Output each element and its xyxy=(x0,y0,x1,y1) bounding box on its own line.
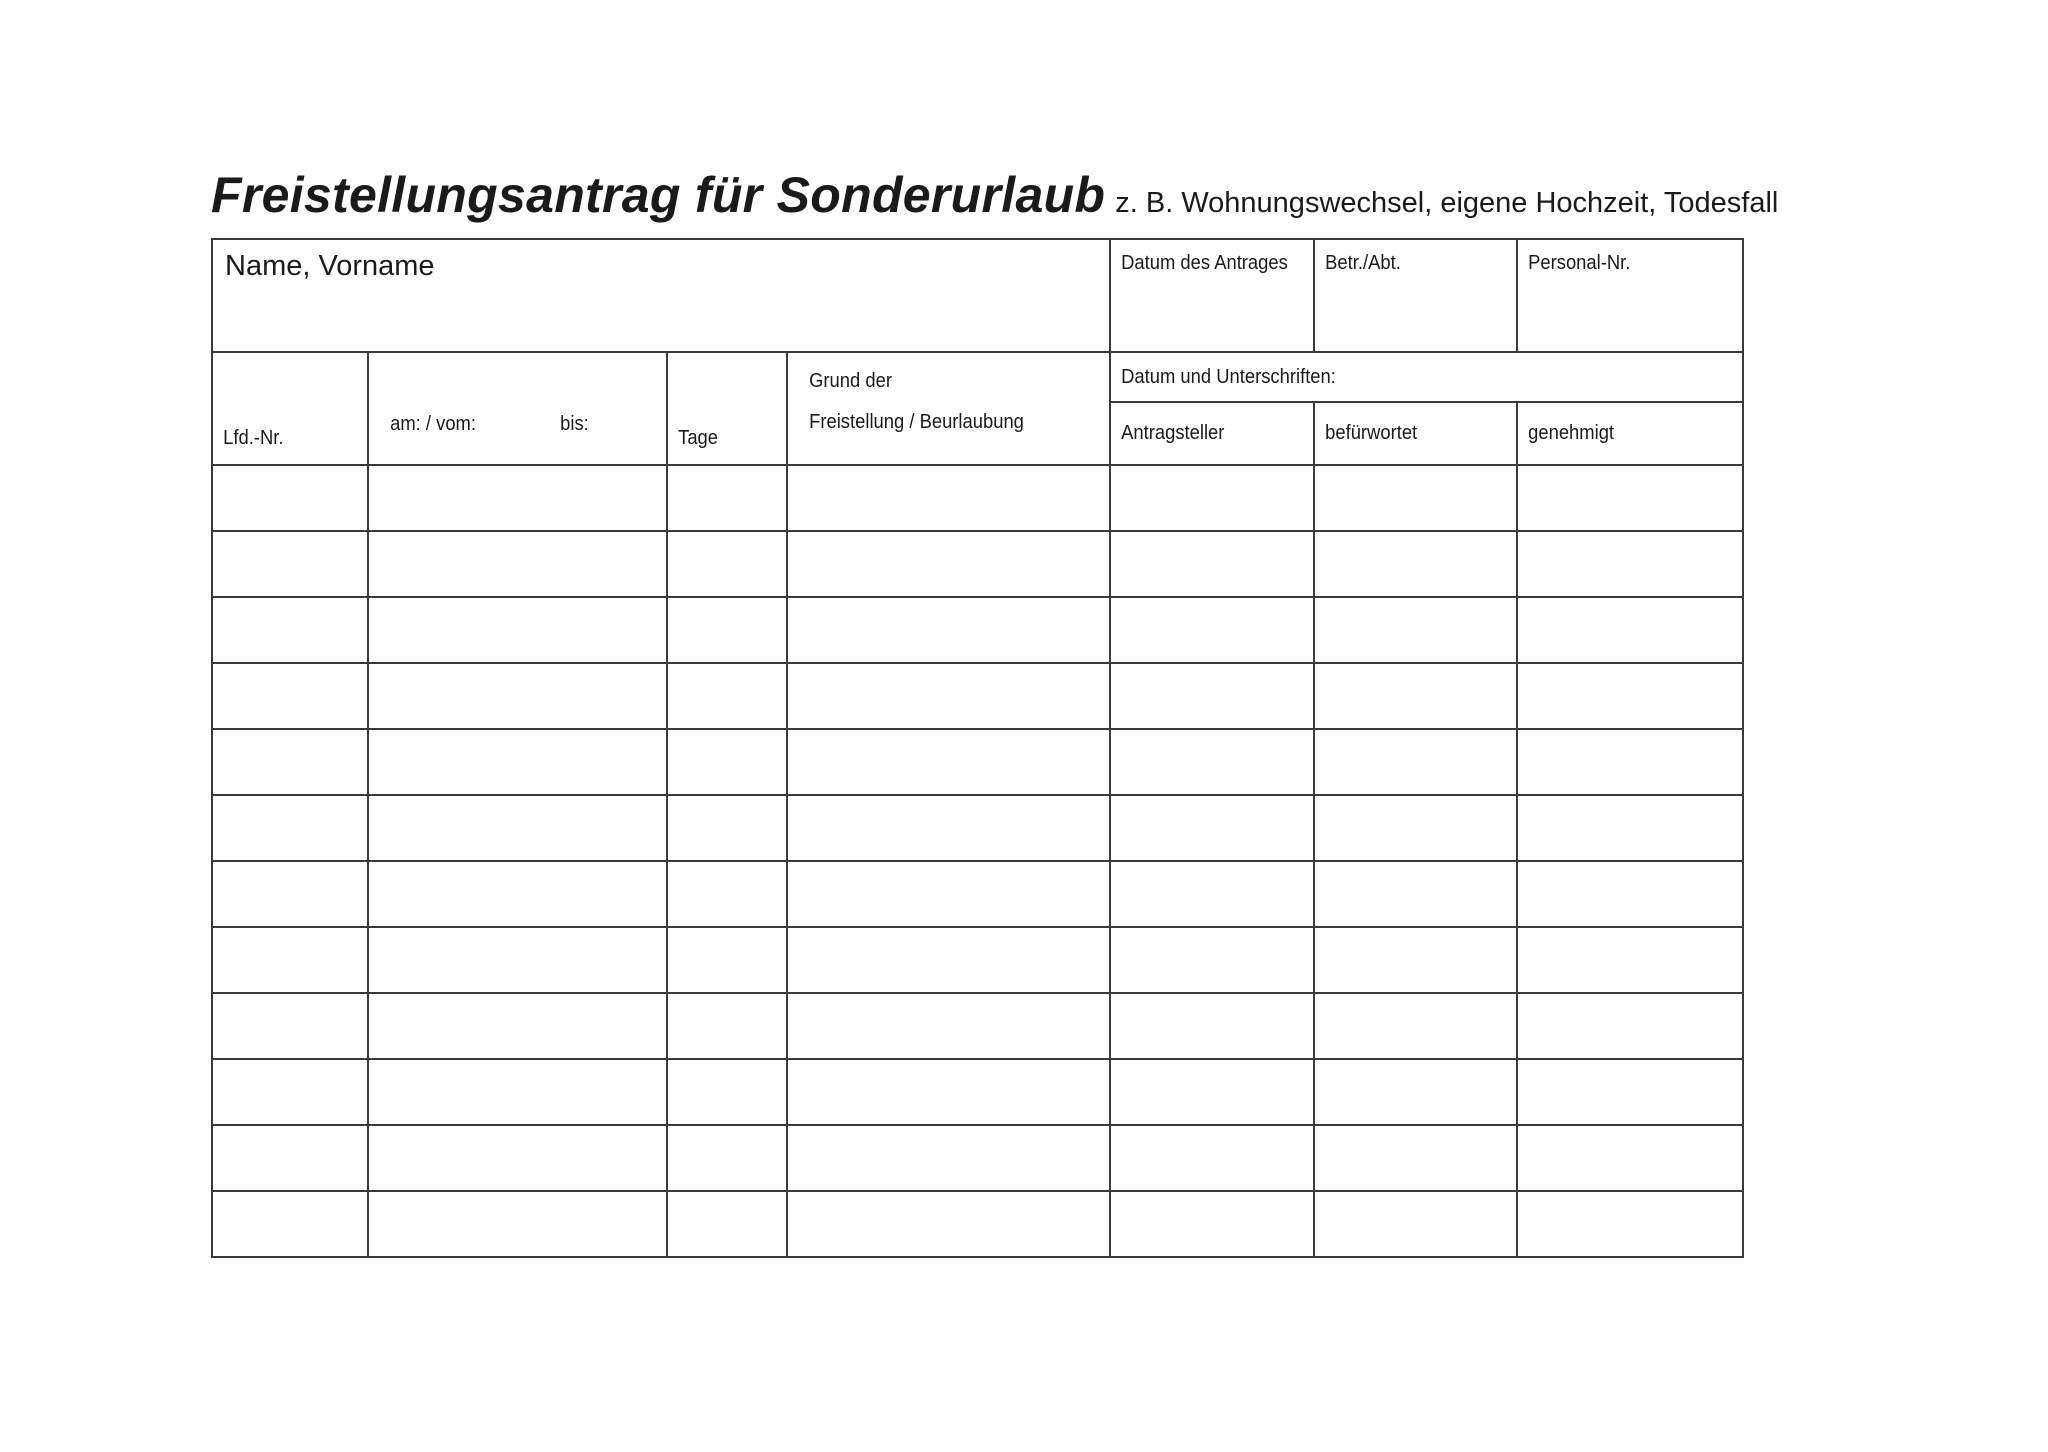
grund-cell[interactable] xyxy=(787,663,1110,729)
befuerwortet-cell[interactable] xyxy=(1314,1125,1517,1191)
grund-cell[interactable] xyxy=(787,993,1110,1059)
antragsteller-cell[interactable] xyxy=(1110,531,1314,597)
genehmigt-cell[interactable] xyxy=(1517,1059,1743,1125)
lfd-nr-cell[interactable] xyxy=(212,993,368,1059)
antragsteller-cell[interactable] xyxy=(1110,1059,1314,1125)
col-header-befuerwortet xyxy=(1314,402,1517,465)
bis-label: bis: xyxy=(560,413,590,435)
lfd-nr-cell[interactable] xyxy=(212,795,368,861)
table-row xyxy=(212,861,1743,927)
antragsteller-cell[interactable] xyxy=(1110,795,1314,861)
lfd-nr-cell[interactable] xyxy=(212,861,368,927)
grund-cell[interactable] xyxy=(787,1125,1110,1191)
datum-cell[interactable] xyxy=(368,1059,667,1125)
datum-cell[interactable] xyxy=(368,927,667,993)
antragsteller-cell[interactable] xyxy=(1110,861,1314,927)
lfd-nr-cell[interactable] xyxy=(212,531,368,597)
form-title-subtitle: z. B. Wohnungswechsel, eigene Hochzeit, Todesfall xyxy=(1115,187,1779,219)
lfd-nr-cell[interactable] xyxy=(212,1191,368,1257)
datum-cell[interactable] xyxy=(368,729,667,795)
lfd-nr-cell[interactable] xyxy=(212,729,368,795)
betr-abt-field[interactable] xyxy=(1314,239,1517,352)
antragsteller-cell[interactable] xyxy=(1110,927,1314,993)
datum-antrag-label: Datum des Antrages xyxy=(1121,252,1288,274)
antragsteller-cell[interactable] xyxy=(1110,597,1314,663)
table-row xyxy=(212,993,1743,1059)
grund-cell[interactable] xyxy=(787,465,1110,531)
form-title-main: Freistellungsantrag für Sonderurlaub xyxy=(211,167,1106,223)
lfd-nr-cell[interactable] xyxy=(212,1059,368,1125)
table-row xyxy=(212,795,1743,861)
befuerwortet-cell[interactable] xyxy=(1314,1191,1517,1257)
grund-cell[interactable] xyxy=(787,1191,1110,1257)
datum-cell[interactable] xyxy=(368,861,667,927)
personal-nr-label: Personal-Nr. xyxy=(1528,252,1631,274)
lfd-nr-cell[interactable] xyxy=(212,465,368,531)
grund-cell[interactable] xyxy=(787,795,1110,861)
genehmigt-cell[interactable] xyxy=(1517,993,1743,1059)
antragsteller-cell[interactable] xyxy=(1110,1125,1314,1191)
tage-cell[interactable] xyxy=(667,729,787,795)
datum-cell[interactable] xyxy=(368,465,667,531)
genehmigt-cell[interactable] xyxy=(1517,597,1743,663)
col-header-lfd-nr xyxy=(212,352,368,465)
lfd-nr-cell[interactable] xyxy=(212,1125,368,1191)
table-row xyxy=(212,927,1743,993)
form-title xyxy=(211,166,1778,224)
antragsteller-cell[interactable] xyxy=(1110,1191,1314,1257)
tage-cell[interactable] xyxy=(667,993,787,1059)
befuerwortet-cell[interactable] xyxy=(1314,729,1517,795)
genehmigt-cell[interactable] xyxy=(1517,861,1743,927)
tage-cell[interactable] xyxy=(667,465,787,531)
genehmigt-cell[interactable] xyxy=(1517,927,1743,993)
tage-cell[interactable] xyxy=(667,795,787,861)
table-row xyxy=(212,1191,1743,1257)
datum-cell[interactable] xyxy=(368,1191,667,1257)
column-header-row-1 xyxy=(212,352,1743,402)
tage-cell[interactable] xyxy=(667,663,787,729)
grund-label-line2: Freistellung / Beurlaubung xyxy=(809,411,1024,433)
table-row xyxy=(212,1059,1743,1125)
antragsteller-cell[interactable] xyxy=(1110,465,1314,531)
leave-request-table xyxy=(211,238,1744,1258)
lfd-nr-cell[interactable] xyxy=(212,663,368,729)
header-info-row xyxy=(212,239,1743,352)
datum-cell[interactable] xyxy=(368,663,667,729)
befuerwortet-cell[interactable] xyxy=(1314,1059,1517,1125)
col-header-antragsteller xyxy=(1110,402,1314,465)
col-header-grund xyxy=(787,352,1110,465)
datum-cell[interactable] xyxy=(368,1125,667,1191)
antragsteller-label: Antragsteller xyxy=(1121,422,1225,444)
col-header-tage xyxy=(667,352,787,465)
befuerwortet-cell[interactable] xyxy=(1314,927,1517,993)
befuerwortet-cell[interactable] xyxy=(1314,795,1517,861)
antragsteller-cell[interactable] xyxy=(1110,663,1314,729)
grund-cell[interactable] xyxy=(787,531,1110,597)
datum-cell[interactable] xyxy=(368,531,667,597)
tage-label: Tage xyxy=(678,427,719,449)
grund-cell[interactable] xyxy=(787,927,1110,993)
table-row xyxy=(212,465,1743,531)
table-row xyxy=(212,663,1743,729)
genehmigt-cell[interactable] xyxy=(1517,1125,1743,1191)
befuerwortet-cell[interactable] xyxy=(1314,663,1517,729)
tage-cell[interactable] xyxy=(667,1059,787,1125)
lfd-nr-cell[interactable] xyxy=(212,597,368,663)
table-row xyxy=(212,1125,1743,1191)
datum-antrag-field[interactable] xyxy=(1110,239,1314,352)
antragsteller-cell[interactable] xyxy=(1110,993,1314,1059)
col-header-datum-unterschriften xyxy=(1110,352,1743,402)
tage-cell[interactable] xyxy=(667,597,787,663)
tage-cell[interactable] xyxy=(667,927,787,993)
grund-cell[interactable] xyxy=(787,597,1110,663)
tage-cell[interactable] xyxy=(667,531,787,597)
datum-cell[interactable] xyxy=(368,597,667,663)
betr-abt-label: Betr./Abt. xyxy=(1325,252,1401,274)
genehmigt-cell[interactable] xyxy=(1517,729,1743,795)
tage-cell[interactable] xyxy=(667,861,787,927)
personal-nr-field[interactable] xyxy=(1517,239,1743,352)
antragsteller-cell[interactable] xyxy=(1110,729,1314,795)
table-row xyxy=(212,531,1743,597)
lfd-nr-cell[interactable] xyxy=(212,927,368,993)
datum-unterschriften-label: Datum und Unterschriften: xyxy=(1121,365,1336,388)
tage-cell[interactable] xyxy=(667,1191,787,1257)
genehmigt-cell[interactable] xyxy=(1517,795,1743,861)
name-field[interactable] xyxy=(212,239,1110,352)
table-row xyxy=(212,729,1743,795)
lfd-nr-label: Lfd.-Nr. xyxy=(223,427,284,449)
datum-cell[interactable] xyxy=(368,993,667,1059)
genehmigt-cell[interactable] xyxy=(1517,1191,1743,1257)
datum-cell[interactable] xyxy=(368,795,667,861)
befuerwortet-cell[interactable] xyxy=(1314,993,1517,1059)
grund-cell[interactable] xyxy=(787,861,1110,927)
befuerwortet-cell[interactable] xyxy=(1314,531,1517,597)
genehmigt-cell[interactable] xyxy=(1517,531,1743,597)
name-label: Name, Vorname xyxy=(225,250,435,282)
befuerwortet-cell[interactable] xyxy=(1314,597,1517,663)
grund-cell[interactable] xyxy=(787,1059,1110,1125)
tage-cell[interactable] xyxy=(667,1125,787,1191)
grund-label-line1: Grund der xyxy=(809,370,892,392)
am-vom-label: am: / vom: xyxy=(390,413,477,435)
col-header-genehmigt xyxy=(1517,402,1743,465)
genehmigt-label: genehmigt xyxy=(1528,422,1615,444)
genehmigt-cell[interactable] xyxy=(1517,663,1743,729)
col-header-am-vom-bis xyxy=(368,352,667,465)
befuerwortet-label: befürwortet xyxy=(1325,422,1418,444)
befuerwortet-cell[interactable] xyxy=(1314,861,1517,927)
genehmigt-cell[interactable] xyxy=(1517,465,1743,531)
grund-cell[interactable] xyxy=(787,729,1110,795)
befuerwortet-cell[interactable] xyxy=(1314,465,1517,531)
table-row xyxy=(212,597,1743,663)
